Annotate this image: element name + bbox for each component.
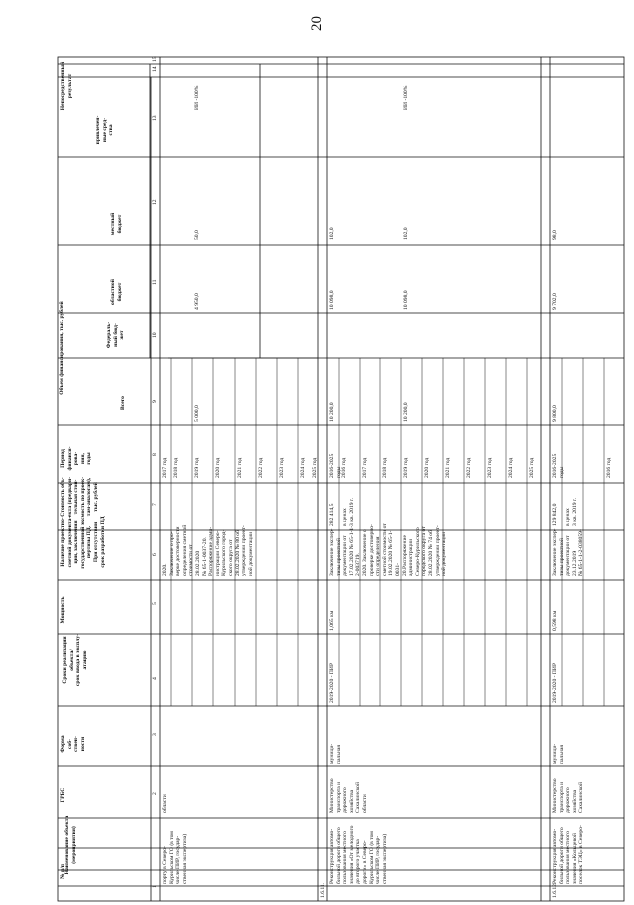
row2-ownership: муници- пальная <box>552 743 565 764</box>
row2-capacity: 0,598 км <box>552 610 558 631</box>
header-num: № п/п <box>60 863 66 880</box>
col-number: 15 <box>152 56 158 62</box>
row2-num: 1.6.12. <box>552 882 558 898</box>
col-number: 5 <box>152 602 158 605</box>
row1-period: 2016-2025 годы <box>329 453 342 478</box>
col-number: 11 <box>152 279 158 285</box>
row1-grbs: Министерство транспорта и дорожного хозяйства Сахалинской области <box>329 778 368 813</box>
row1-cost: 282 414,5 в ценах 3 кв. 2019 г. <box>329 498 355 526</box>
header-funding: Объем финансирования, тыс. рублей <box>59 301 65 395</box>
row1-local: 102,0 <box>329 227 335 240</box>
header-federal: Федераль- ный бюд- жет <box>106 321 126 349</box>
row1-year: 2019 год <box>403 457 409 478</box>
col-number: 9 <box>152 400 158 403</box>
row1-capacity: 1,065 км <box>329 610 335 631</box>
header-terms: Сроки реализации объекта/ срок ввода в эксплу- атацию <box>62 633 88 687</box>
row1-result: ИИ -100% <box>403 85 409 110</box>
row2-total: 9 800,0 <box>552 405 558 422</box>
row1-year: 2022 год <box>466 457 472 478</box>
row2-grbs: Министерство транспорта и дорожного хозяйства Сахалинской <box>552 778 585 813</box>
header-result: Непосредственный результат <box>60 61 73 111</box>
row1-year: 2017 год <box>362 457 368 478</box>
row2-name: Реконструкция автомо- бильной дороги общего пользования местного значения «Кольцевой поселок ТЭЦ» в Северо- <box>552 825 585 884</box>
row0-year: 2022 год <box>258 457 264 478</box>
col-number: 3 <box>152 733 158 736</box>
row2-pd: Заключение экспер- тизы проектной документации от 23.12.2019 № 65-1-1-2-038059- <box>552 528 585 576</box>
row1-num: 1.6.11. <box>320 882 326 898</box>
row0-year: 2021 год <box>237 457 243 478</box>
row2-year: 2016 год <box>606 457 612 478</box>
row0-regional: 4 950,0 <box>194 293 200 310</box>
row1-regional: 10 098,0 <box>329 290 335 310</box>
col-number: 8 <box>152 453 158 456</box>
row0-name: порту в Северо- Курильском ГО (в том числе ПИР, государ- ственная экспертиза) <box>162 831 188 884</box>
page-number-text: 20 <box>308 15 325 31</box>
header-capacity: Мощность <box>60 596 66 624</box>
row1-year: 2021 год <box>445 457 451 478</box>
header-private: привлечен- ные сред- ства <box>95 115 115 145</box>
row2-terms: 2019-2020 - ПИР <box>552 662 558 703</box>
row0-pd: 2020. Заключение о про- верке достоверности определения сметной стоимости от 28.02.2020 № 65-1-0037-20. Распоряжение адми- нистрации Северо- Курильского город- ского округа от 28.02.2020 № 80 об утверждении проект- ной документации <box>162 524 254 576</box>
row0-year: 2019 год <box>194 457 200 478</box>
row0-year: 2024 год <box>300 457 306 478</box>
col-number: 1 <box>152 885 158 888</box>
row1-year: 2016 год <box>341 457 347 478</box>
header-cost: Стоимость объ- екта (предвари- тельная стои- мость по проек- там-аналогам), тыс. рублей <box>60 476 99 518</box>
row2-regional: 9 702,0 <box>552 293 558 310</box>
col-number: 4 <box>152 677 158 680</box>
row1-year: 2018 год <box>382 457 388 478</box>
row1-ownership: муници- пальная <box>329 743 342 764</box>
row1-year: 2020 год <box>424 457 430 478</box>
row1-year: 2023 год <box>487 457 493 478</box>
row0-year: 2020 год <box>215 457 221 478</box>
row0-year: 2017 год <box>162 457 168 478</box>
row0-year: 2025 год <box>312 457 318 478</box>
header-pd: Наличие проектно- сметной документа- ции, заключения государственной экс- пертизы ПД. При отсутствии срок разработки ПД <box>60 515 106 569</box>
row2-period: 2016-2025 годы <box>552 453 565 478</box>
row1-local-2019: 102,0 <box>403 227 409 240</box>
row0-year: 2018 год <box>173 457 179 478</box>
row1-year: 2025 год <box>529 457 535 478</box>
row0-total: 5 000,0 <box>194 405 200 422</box>
row1-regional-2019: 10 098,0 <box>403 290 409 310</box>
row1-pd: Заключение экспер- тизы проектной документации от 17.02.2020 № 65-1-1- 2-003719. 2020. Заключение о проверке достоверно- сти определения сметной стоимости от 19.02.2020 № 65-1- 0031- 20.Распоряжение администрации Северо-Курильского городского округа от 28.02.2020 № 74 об утверждении проект- ной документации <box>329 523 448 576</box>
col-number: 13 <box>152 115 158 121</box>
header-ownership: Форма соб- ствен- ности <box>60 735 86 753</box>
row0-year: 2023 год <box>279 457 285 478</box>
col-number: 10 <box>152 332 158 338</box>
header-name: Наименование объекта (мероприятия) <box>64 815 77 875</box>
col-number: 14 <box>152 66 158 72</box>
row1-name: Реконструкция автомо- бильной дороги общего пользования местного значения «От мелодного до второго участка дороги» в Северо- Курильском ГО (в том числе ПИР, государ- ственная экспертиза) <box>329 825 388 884</box>
row1-terms: 2019-2020 - ПИР <box>329 662 335 703</box>
header-total: Всего <box>120 396 126 410</box>
row1-total-2019: 10 200,0 <box>403 402 409 422</box>
row0-grbs: области <box>162 794 168 813</box>
row0-result: ИИ -100% <box>194 85 200 110</box>
row0-local: 50,0 <box>194 230 200 240</box>
header-regional: областной бюджет <box>110 279 123 305</box>
col-number: 12 <box>152 199 158 205</box>
header-period: Период финанси- рова- ния, годы <box>60 446 93 471</box>
col-number: 6 <box>152 553 158 556</box>
col-number: 7 <box>152 503 158 506</box>
header-local: местный бюджет <box>110 212 123 236</box>
row1-total: 10 200,0 <box>329 402 335 422</box>
col-number: 2 <box>152 792 158 795</box>
row1-year: 2024 год <box>508 457 514 478</box>
header-grbs: ГРБС <box>60 787 66 803</box>
row2-cost: 129 842,0 в ценах 3 кв. 2019 г. <box>552 498 578 526</box>
row2-local: 98,0 <box>552 230 558 240</box>
